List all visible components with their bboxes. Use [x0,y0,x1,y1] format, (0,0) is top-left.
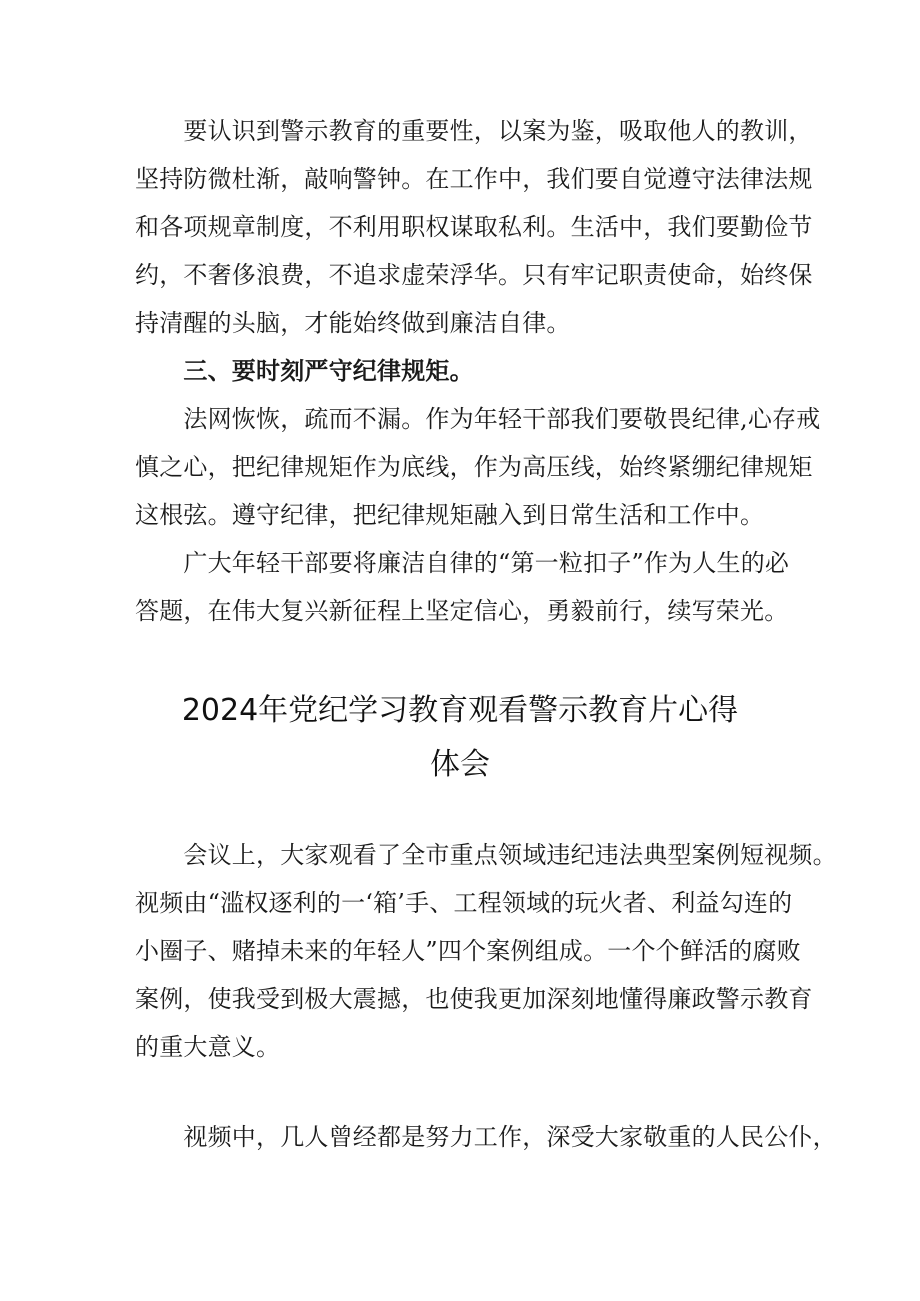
paragraph-line: 小圈子、赌掉未来的年轻人”四个案例组成。一个个鲜活的腐败 [135,937,801,965]
paragraph-line: 约，不奢侈浪费，不追求虚荣浮华。只有牢记职责使命，始终保 [135,261,813,289]
paragraph-line: 广大年轻干部要将廉洁自律的“第一粒扣子”作为人生的必 [135,549,790,577]
paragraph-line: 持清醒的头脑，才能始终做到廉洁自律。 [135,309,571,337]
paragraph-line: 视频中，几人曾经都是努力工作，深受大家敬重的人民公仆， [135,1123,837,1151]
paragraph-line: 答题，在伟大复兴新征程上坚定信心，勇毅前行，续写荣光。 [135,597,789,625]
paragraph-line: 会议上，大家观看了全市重点领域违纪违法典型案例短视频。 [135,841,837,869]
paragraph-line: 案例，使我受到极大震撼，也使我更加深刻地懂得廉政警示教育 [135,985,813,1013]
paragraph-line: 和各项规章制度，不利用职权谋取私利。生活中，我们要勤俭节 [135,213,813,241]
article-title-line2: 体会 [430,747,490,782]
paragraph-line: 坚持防微杜渐，敲响警钟。在工作中，我们要自觉遵守法律法规 [135,165,813,193]
section-heading: 三、要时刻严守纪律规矩。 [135,356,474,385]
paragraph-line: 慎之心，把纪律规矩作为底线，作为高压线，始终紧绷纪律规矩 [135,453,813,481]
article-title-line1: 2024年党纪学习教育观看警示教育片心得 [181,693,739,728]
paragraph-line: 的重大意义。 [135,1033,281,1061]
paragraph-line: 视频由“滥权逐利的一‘箱’手、工程领域的玩火者、利益勾连的 [135,889,793,917]
paragraph-line: 要认识到警示教育的重要性，以案为鉴，吸取他人的教训， [135,117,813,145]
paragraph-line: 法网恢恢，疏而不漏。作为年轻干部我们要敬畏纪律,心存戒 [135,405,821,433]
paragraph-line: 这根弦。遵守纪律，把纪律规矩融入到日常生活和工作中。 [135,501,765,529]
